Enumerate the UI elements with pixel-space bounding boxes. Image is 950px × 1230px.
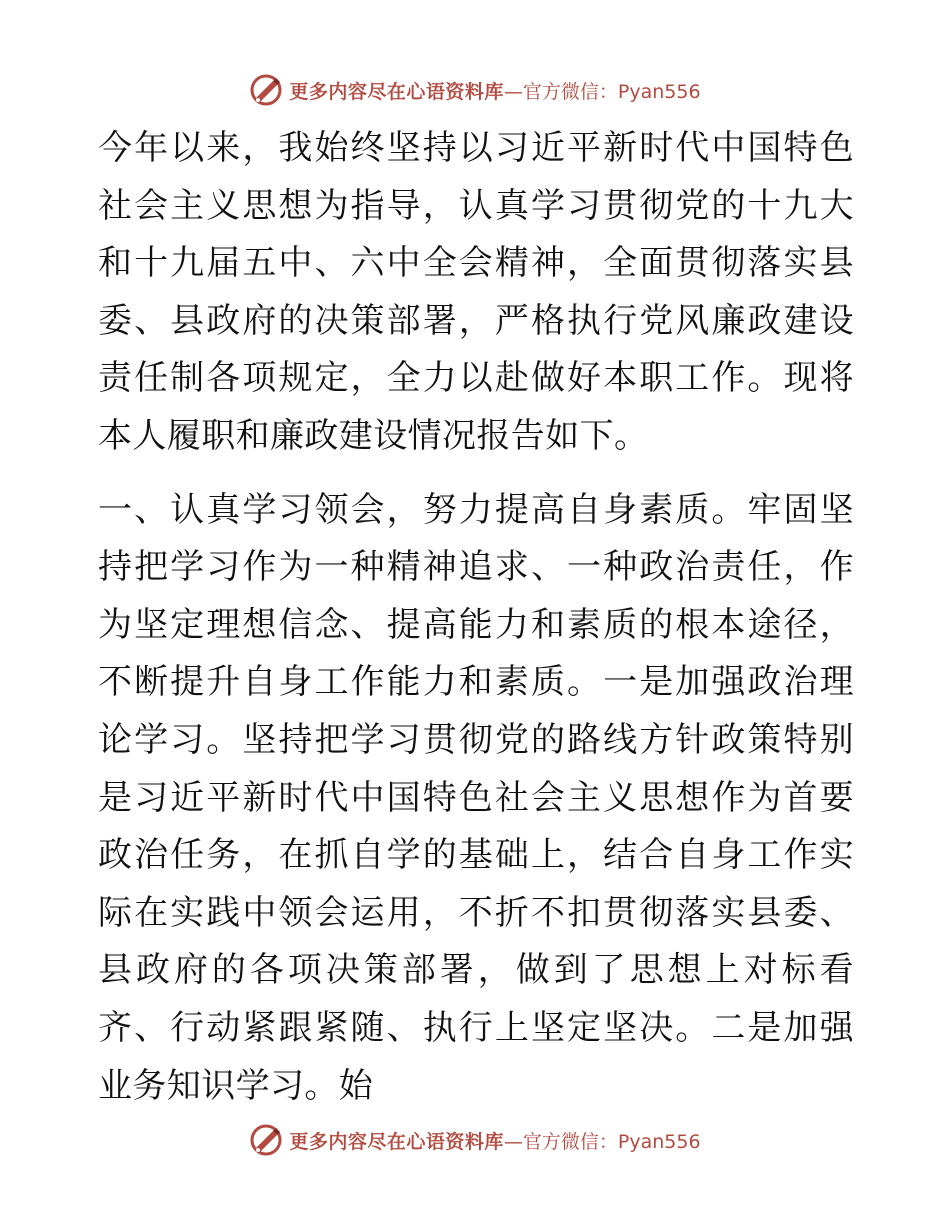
watermark-sub-text: —官方微信：Pyan556 bbox=[503, 80, 701, 103]
header-watermark bbox=[0, 68, 950, 112]
pen-logo-icon bbox=[249, 1123, 283, 1157]
watermark-main-text: 更多内容尽在心语资料库 bbox=[289, 80, 504, 103]
paragraph-section-one: 一、认真学习领会，努力提高自身素质。牢固坚持把学习作为一种精神追求、一种政治责任，作为坚定理想信念、提高能力和素质的根本途径，不断提升自身工作能力和素质。一是加强政治理论学习。坚持把学习贯彻党的路线方针政策特别是习近平新时代中国特色社会主义思想作为首要政治任务，在抓自学的基础上，结合自身工作实际在实践中领会运用，不折不扣贯彻落实县委、县政府的各项决策部署，做到了思想上对标看齐、行动紧跟紧随、执行上坚定坚决。二是加强业务知识学习。始 bbox=[98, 489, 854, 1106]
footer-watermark bbox=[0, 1118, 950, 1162]
document-body bbox=[98, 120, 854, 1115]
watermark-main-text: 更多内容尽在心语资料库 bbox=[289, 1130, 504, 1153]
paragraph-intro: 今年以来，我始终坚持以习近平新时代中国特色社会主义思想为指导，认真学习贯彻党的十九大和十九届五中、六中全会精神，全面贯彻落实县委、县政府的决策部署，严格执行党风廉政建设责任制各项规定，全力以赴做好本职工作。现将本人履职和廉政建设情况报告如下。 bbox=[98, 128, 854, 456]
pen-logo-icon bbox=[249, 73, 283, 107]
watermark-sub-text: —官方微信：Pyan556 bbox=[503, 1130, 701, 1153]
